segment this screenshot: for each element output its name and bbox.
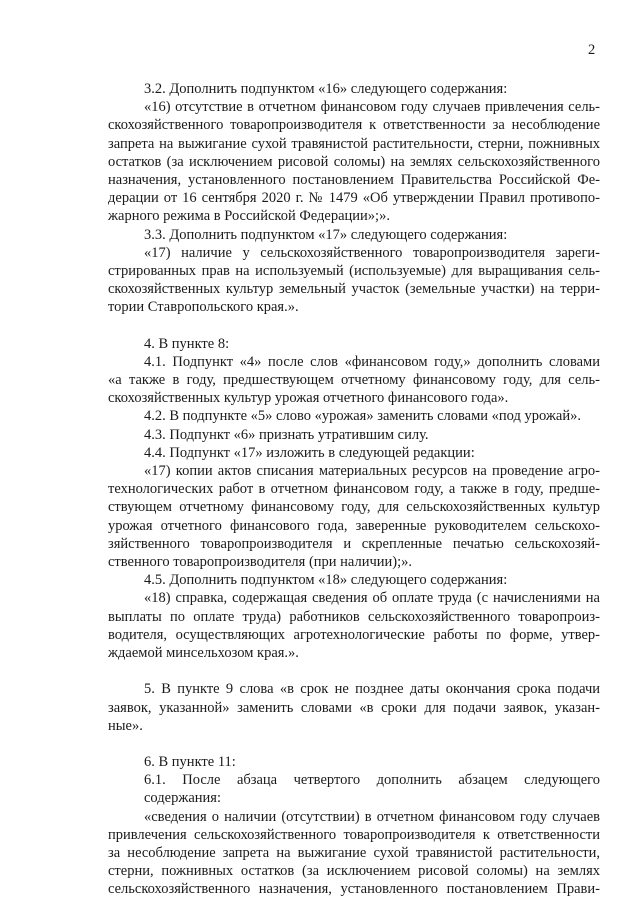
text-line: скохозяйственного товаропроизводителя к ответственности за несоблюдение xyxy=(108,117,600,134)
text-line: «18) справка, содержащая сведения об оплате труда (с начислениями на xyxy=(144,590,600,607)
text-line: стрированных прав на используемый (используемые) для выращивания сель- xyxy=(108,263,600,280)
text-line: стерни, пожнивных остатков (за исключением рисовой соломы) на землях xyxy=(108,863,600,880)
text-line: «17) копии актов списания материальных ресурсов на проведение агро- xyxy=(144,463,600,480)
text-line: ственного товаропроизводителя (при наличии);». xyxy=(108,554,413,571)
text-line: 4.1. Подпункт «4» после слов «финансовом году,» дополнить словами xyxy=(144,353,600,370)
paragraph-gap xyxy=(108,662,600,680)
text-line: скохозяйственных культур земельный участок (земельные участки) на терри- xyxy=(108,281,600,298)
text-line: запрета на выжигание сухой травянистой растительности, стерни, пожнивных xyxy=(108,135,600,152)
text-line: 4.4. Подпункт «17» изложить в следующей редакции: xyxy=(144,444,475,461)
paragraph-gap xyxy=(108,317,600,335)
text-line: за несоблюдение запрета на выжигание сухой травянистой растительности, xyxy=(108,844,600,861)
text-line: «17) наличие у сельскохозяйственного товаропроизводителя зареги- xyxy=(144,244,600,261)
text-line: сельскохозяйственного назначения, установленного постановлением Прави- xyxy=(108,881,600,898)
text-line: жарного режима в Российской Федерации»;». xyxy=(108,208,390,225)
paragraph-gap xyxy=(108,735,600,753)
text-line: технологических работ в отчетном финансовом году, а также в году, предше- xyxy=(108,481,600,498)
text-line: урожая отчетного финансового года, заверенные руководителем сельскохо- xyxy=(108,517,600,534)
text-line: 3.2. Дополнить подпунктом «16» следующего содержания: xyxy=(144,81,508,97)
text-line: привлечения сельскохозяйственного товаропроизводителя к ответственности xyxy=(108,826,600,843)
text-line: остатков (за исключением рисовой соломы) на землях сельскохозяйственного xyxy=(108,153,600,170)
text-line: 4. В пункте 8: xyxy=(144,335,230,352)
document-body xyxy=(108,80,600,899)
text-line: 3.3. Дополнить подпунктом «17» следующего содержания: xyxy=(144,226,508,243)
text-line: водителя, осуществляющих агротехнологические работы по форме, утвер- xyxy=(108,626,600,643)
text-line: 4.2. В подпункте «5» слово «урожая» заменить словами «под урожай». xyxy=(144,408,581,425)
text-line: «а также в году, предшествующем отчетному финансовому году, для сель- xyxy=(108,372,600,389)
text-line: 6.1. После абзаца четвертого дополнить абзацем следующего содержания: xyxy=(144,772,600,807)
text-line: «сведения о наличии (отсутствии) в отчетном финансовом году случаев xyxy=(144,808,600,825)
text-line: 5. В пункте 9 слова «в срок не позднее даты окончания срока подачи xyxy=(144,681,600,698)
text-line: заявок, указанной» заменить словами «в сроки для подачи заявок, указан- xyxy=(108,699,600,716)
text-line: 4.5. Дополнить подпунктом «18» следующего содержания: xyxy=(144,572,508,589)
page-number: 2 xyxy=(588,42,596,58)
text-line: назначения, установленного постановлением Правительства Российской Фе- xyxy=(108,172,600,189)
text-line: тории Ставропольского края.». xyxy=(108,299,299,316)
text-line: выплаты по оплате труда) работников сельскохозяйственного товаропроиз- xyxy=(108,608,600,625)
text-line: «16) отсутствие в отчетном финансовом году случаев привлечения сель- xyxy=(144,99,600,116)
text-line: 4.3. Подпункт «6» признать утратившим силу. xyxy=(144,426,429,443)
text-line: ные». xyxy=(108,717,143,734)
text-line: зяйственного товаропроизводителя и скрепленные печатью сельскохозяй- xyxy=(108,535,600,552)
text-line: 6. В пункте 11: xyxy=(144,753,236,770)
text-line: ствующем отчетному финансовому году, для сельскохозяйственных культур xyxy=(108,499,600,516)
text-line: скохозяйственных культур урожая отчетного финансового года». xyxy=(108,390,509,407)
text-line: ждаемой минсельхозом края.». xyxy=(108,645,299,662)
text-line: дерации от 16 сентября 2020 г. № 1479 «Об утверждении Правил противопо- xyxy=(108,190,600,207)
